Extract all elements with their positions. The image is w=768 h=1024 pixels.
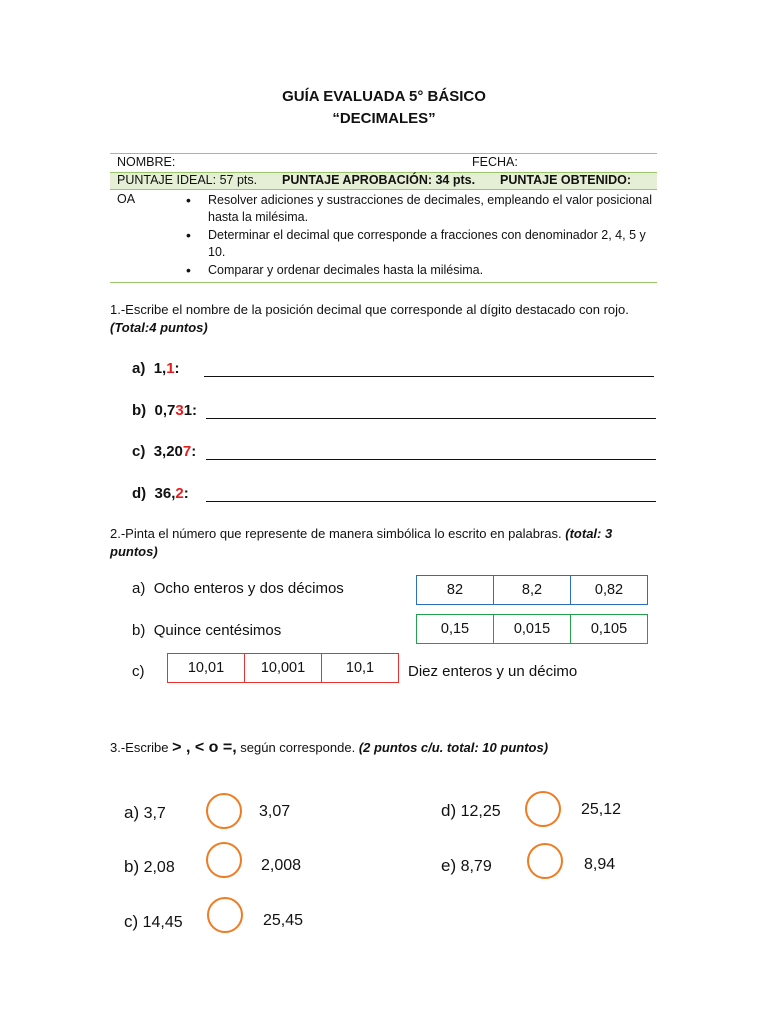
q2-item-b: b) Quince centésimos [132,622,282,639]
table-bottom-rule [110,282,657,283]
q3-item-d-right: 25,12 [581,801,622,818]
oa-item: • Determinar el decimal que corresponde a fracciones con denominador 2, 4, 5 y 10. [186,227,656,261]
puntaje-obtenido: PUNTAJE OBTENIDO: [500,173,632,187]
oa-item: • Comparar y ordenar decimales hasta la milésima. [186,262,656,279]
q1-answer-line-d[interactable] [206,489,656,502]
q1-answer-line-a[interactable] [204,364,654,377]
q3-item-c: c) 14,45 [124,912,183,931]
q3-item-b: b) 2,08 [124,857,175,876]
q1-points: (Total:4 puntos) [110,320,208,335]
q2-prompt: 2.-Pinta el número que represente de manera simbólica lo escrito en palabras. (total: 3 puntos) [110,526,613,559]
option-box[interactable]: 8,2 [494,575,571,605]
page-title: GUÍA EVALUADA 5° BÁSICO [282,88,486,105]
fecha-label: FECHA: [472,155,518,169]
q2-points: (total: 3 puntos) [110,526,613,559]
q1-prompt: 1.-Escribe el nombre de la posición decimal que corresponde al dígito destacado con rojo. (Total:4 puntos) [110,302,629,335]
q2-item-c-text: Diez enteros y un décimo [408,663,578,680]
oa-item: • Resolver adiciones y sustracciones de decimales, empleando el valor posicional hasta la milésima. [186,192,656,226]
puntaje-aprobacion: PUNTAJE APROBACIÓN: 34 pts. [282,173,476,187]
compare-circle-c[interactable] [207,897,243,933]
table-top-rule [110,153,657,154]
q2-options-a [416,575,648,605]
q2-options-c [167,653,399,683]
page-subtitle: “DECIMALES” [332,110,436,127]
q3-item-d: d) 12,25 [441,801,501,820]
q3-item-c-right: 25,45 [263,912,304,929]
q1-item-a: a) 1,1: [132,360,180,377]
option-box[interactable]: 0,105 [571,614,648,644]
q1-answer-line-b[interactable] [206,406,656,419]
option-box[interactable]: 0,82 [571,575,648,605]
q3-item-b-right: 2,008 [261,857,302,874]
nombre-label: NOMBRE: [117,155,176,169]
compare-circle-b[interactable] [206,842,242,878]
q1-item-b: b) 0,731: [132,402,198,419]
q3-item-e-right: 8,94 [584,856,616,873]
option-box[interactable]: 82 [416,575,494,605]
q3-points: (2 puntos c/u. total: 10 puntos) [358,740,549,755]
q1-answer-line-c[interactable] [206,447,656,460]
compare-circle-e[interactable] [527,843,563,879]
q2-item-c-label: c) [132,663,145,680]
puntaje-ideal: PUNTAJE IDEAL: 57 pts. [117,173,258,187]
option-box[interactable]: 10,001 [245,653,322,683]
oa-label: OA [117,192,136,206]
option-box[interactable]: 10,01 [167,653,245,683]
q2-item-a: a) Ocho enteros y dos décimos [132,580,344,597]
q3-symbols: > , < o =, [172,739,237,756]
q3-prompt: 3.-Escribe > , < o =, según corresponde. (2 puntos c/u. total: 10 puntos) [110,739,549,756]
compare-circle-a[interactable] [206,793,242,829]
q3-item-a: a) 3,7 [124,803,166,822]
oa-list [186,192,656,280]
q3-item-e: e) 8,79 [441,856,492,875]
q1-item-d: d) 36,2: [132,485,189,502]
q2-options-b [416,614,648,644]
q1-item-c: c) 3,207: [132,443,197,460]
band-bottom-rule [110,189,657,190]
option-box[interactable]: 0,15 [416,614,494,644]
option-box[interactable]: 0,015 [494,614,571,644]
option-box[interactable]: 10,1 [322,653,399,683]
compare-circle-d[interactable] [525,791,561,827]
q3-item-a-right: 3,07 [259,803,291,820]
